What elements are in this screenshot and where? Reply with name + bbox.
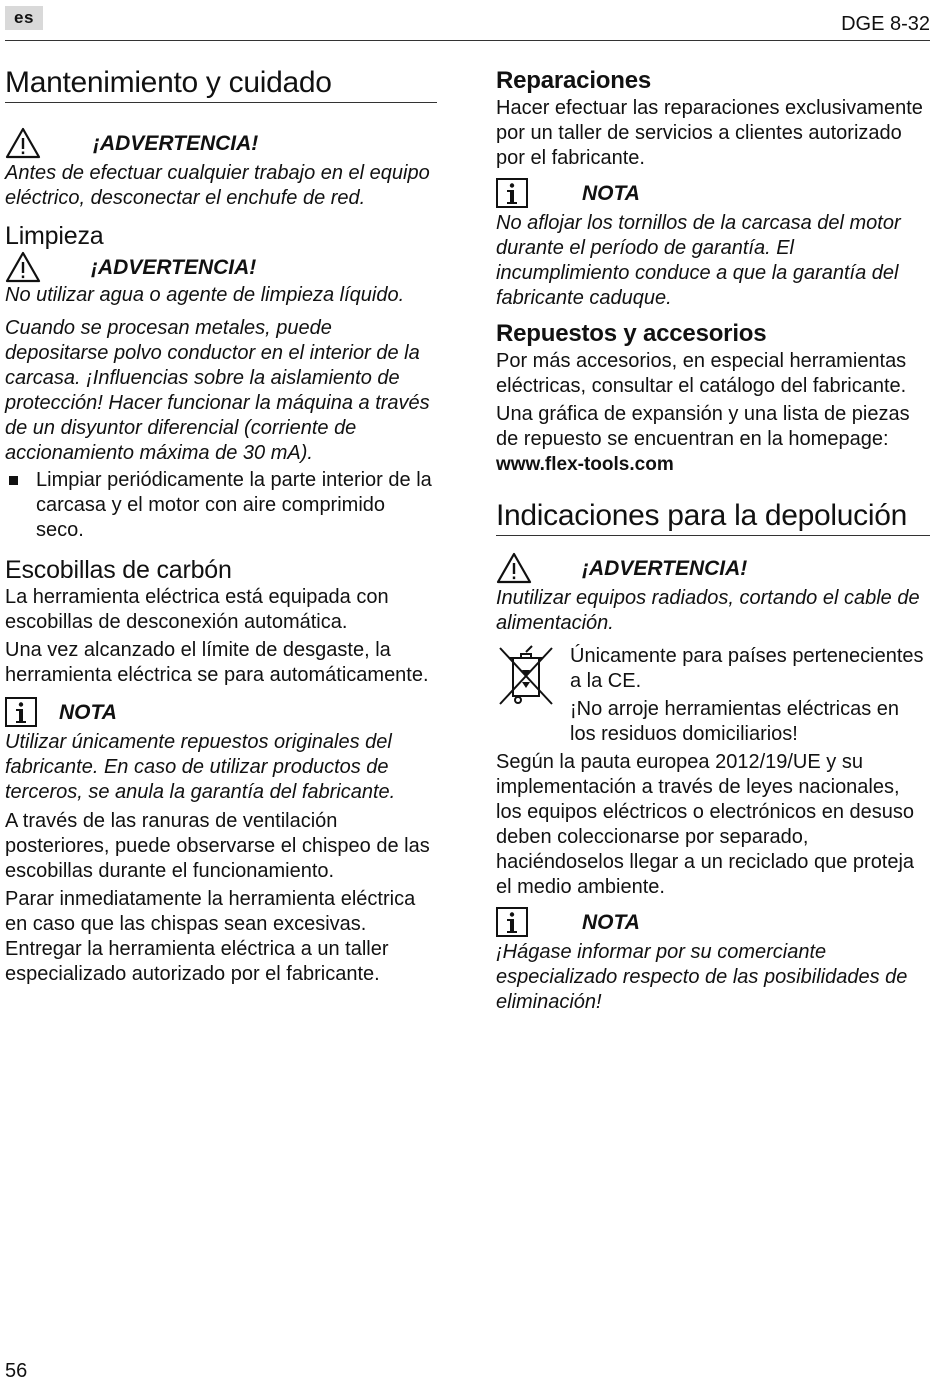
paragraph: Una vez alcanzado el límite de desgaste, la herramienta eléctrica se para automáticamente. [5, 639, 429, 686]
header-divider [5, 40, 930, 41]
paragraph: A través de las ranuras de ventilación posteriores, puede observarse el chispeo de las escobillas durante el funcionamiento. [5, 810, 430, 882]
paragraph: Por más accesorios, en especial herramientas eléctricas, consultar el catálogo del fabricante. [496, 350, 907, 397]
crossed-out-bin-icon [496, 644, 556, 708]
note-header [5, 694, 437, 730]
info-icon [496, 178, 528, 208]
section-title-maintenance: Mantenimiento y cuidado [5, 66, 437, 103]
note-label: NOTA [59, 700, 117, 724]
section-title-disposal: Indicaciones para la depolución [496, 499, 930, 536]
note-text: Utilizar únicamente repuestos originales del fabricante. En caso de utilizar productos de terceros, se anula la garantía del fabricante. [5, 731, 396, 803]
note-header [496, 175, 930, 211]
paragraph: Parar inmediatamente la herramienta eléctrica en caso que las chispas sean excesivas. Entregar la herramienta eléctrica a un taller especializado autorizado por el fabricante. [5, 888, 416, 985]
warning-header [496, 550, 930, 586]
warning-header [5, 251, 437, 283]
warning-triangle-icon [5, 127, 41, 159]
weee-notice [496, 644, 930, 747]
heading-parts-accessories: Repuestos y accesorios [496, 320, 767, 347]
conductive-dust-note: Cuando se procesan metales, puede depositarse polvo conductor en el interior de la carcasa. ¡Influencias sobre la aislamiento de protección! Hacer funcionar la máquina a través de un disyuntor diferencial (corriente de accionamiento máxima de 30 mA). [5, 317, 430, 464]
model-number: DGE 8-32 [841, 13, 930, 35]
warning-label: ¡ADVERTENCIA! [91, 255, 257, 279]
heading-carbon-brushes: Escobillas de carbón [5, 556, 232, 584]
warning-text: Antes de efectuar cualquier trabajo en el equipo eléctrico, desconectar el enchufe de red. [5, 162, 430, 209]
info-icon [5, 697, 37, 727]
weee-text [570, 644, 930, 747]
info-icon [496, 907, 528, 937]
note-label: NOTA [582, 181, 640, 205]
warning-triangle-icon [496, 552, 532, 584]
right-column [496, 66, 930, 1015]
note-text: ¡Hágase informar por su comerciante especializado respecto de las posibilidades de eliminación! [496, 941, 908, 1013]
warning-label: ¡ADVERTENCIA! [93, 131, 259, 155]
note-header [496, 904, 930, 940]
list-item-text: Limpiar periódicamente la parte interior de la carcasa y el motor con aire comprimido seco. [36, 469, 432, 541]
eu-only-text: Únicamente para países pertenecientes a la CE. [570, 645, 924, 692]
no-household-waste-text: ¡No arroje herramientas eléctricas en los residuos domiciliarios! [570, 698, 900, 745]
note-label: NOTA [582, 910, 640, 934]
heading-cleaning: Limpieza [5, 222, 104, 250]
language-badge: es [5, 6, 43, 30]
paragraph: Según la pauta europea 2012/19/UE y su implementación a través de leyes nacionales, los equipos eléctricos o electrónicos en desuso deben coleccionarse por separado, haciéndoselos llegar a un reciclado que proteja el medio ambiente. [496, 751, 915, 898]
website-link[interactable]: www.flex-tools.com [496, 454, 674, 475]
paragraph-text: Una gráfica de expansión y una lista de piezas de repuesto se encuentran en la homepage: [496, 403, 910, 450]
warning-header [5, 125, 437, 161]
warning-text: No utilizar agua o agente de limpieza líquido. [5, 284, 405, 306]
heading-repairs: Reparaciones [496, 67, 652, 94]
paragraph [496, 402, 930, 477]
bullet-icon [9, 476, 18, 485]
warning-label: ¡ADVERTENCIA! [582, 556, 748, 580]
note-text: No aflojar los tornillos de la carcasa del motor durante el período de garantía. El incumplimiento conduce a que la garantía del fabricante caduque. [496, 212, 901, 309]
list-item [5, 468, 437, 543]
paragraph: La herramienta eléctrica está equipada con escobillas de desconexión automática. [5, 586, 389, 633]
warning-triangle-icon [5, 251, 41, 283]
page-number: 56 [5, 1360, 28, 1382]
warning-text: Inutilizar equipos radiados, cortando el cable de alimentación. [496, 587, 920, 634]
left-column [5, 66, 437, 987]
paragraph: Hacer efectuar las reparaciones exclusivamente por un taller de servicios a clientes autorizado por el fabricante. [496, 97, 923, 169]
